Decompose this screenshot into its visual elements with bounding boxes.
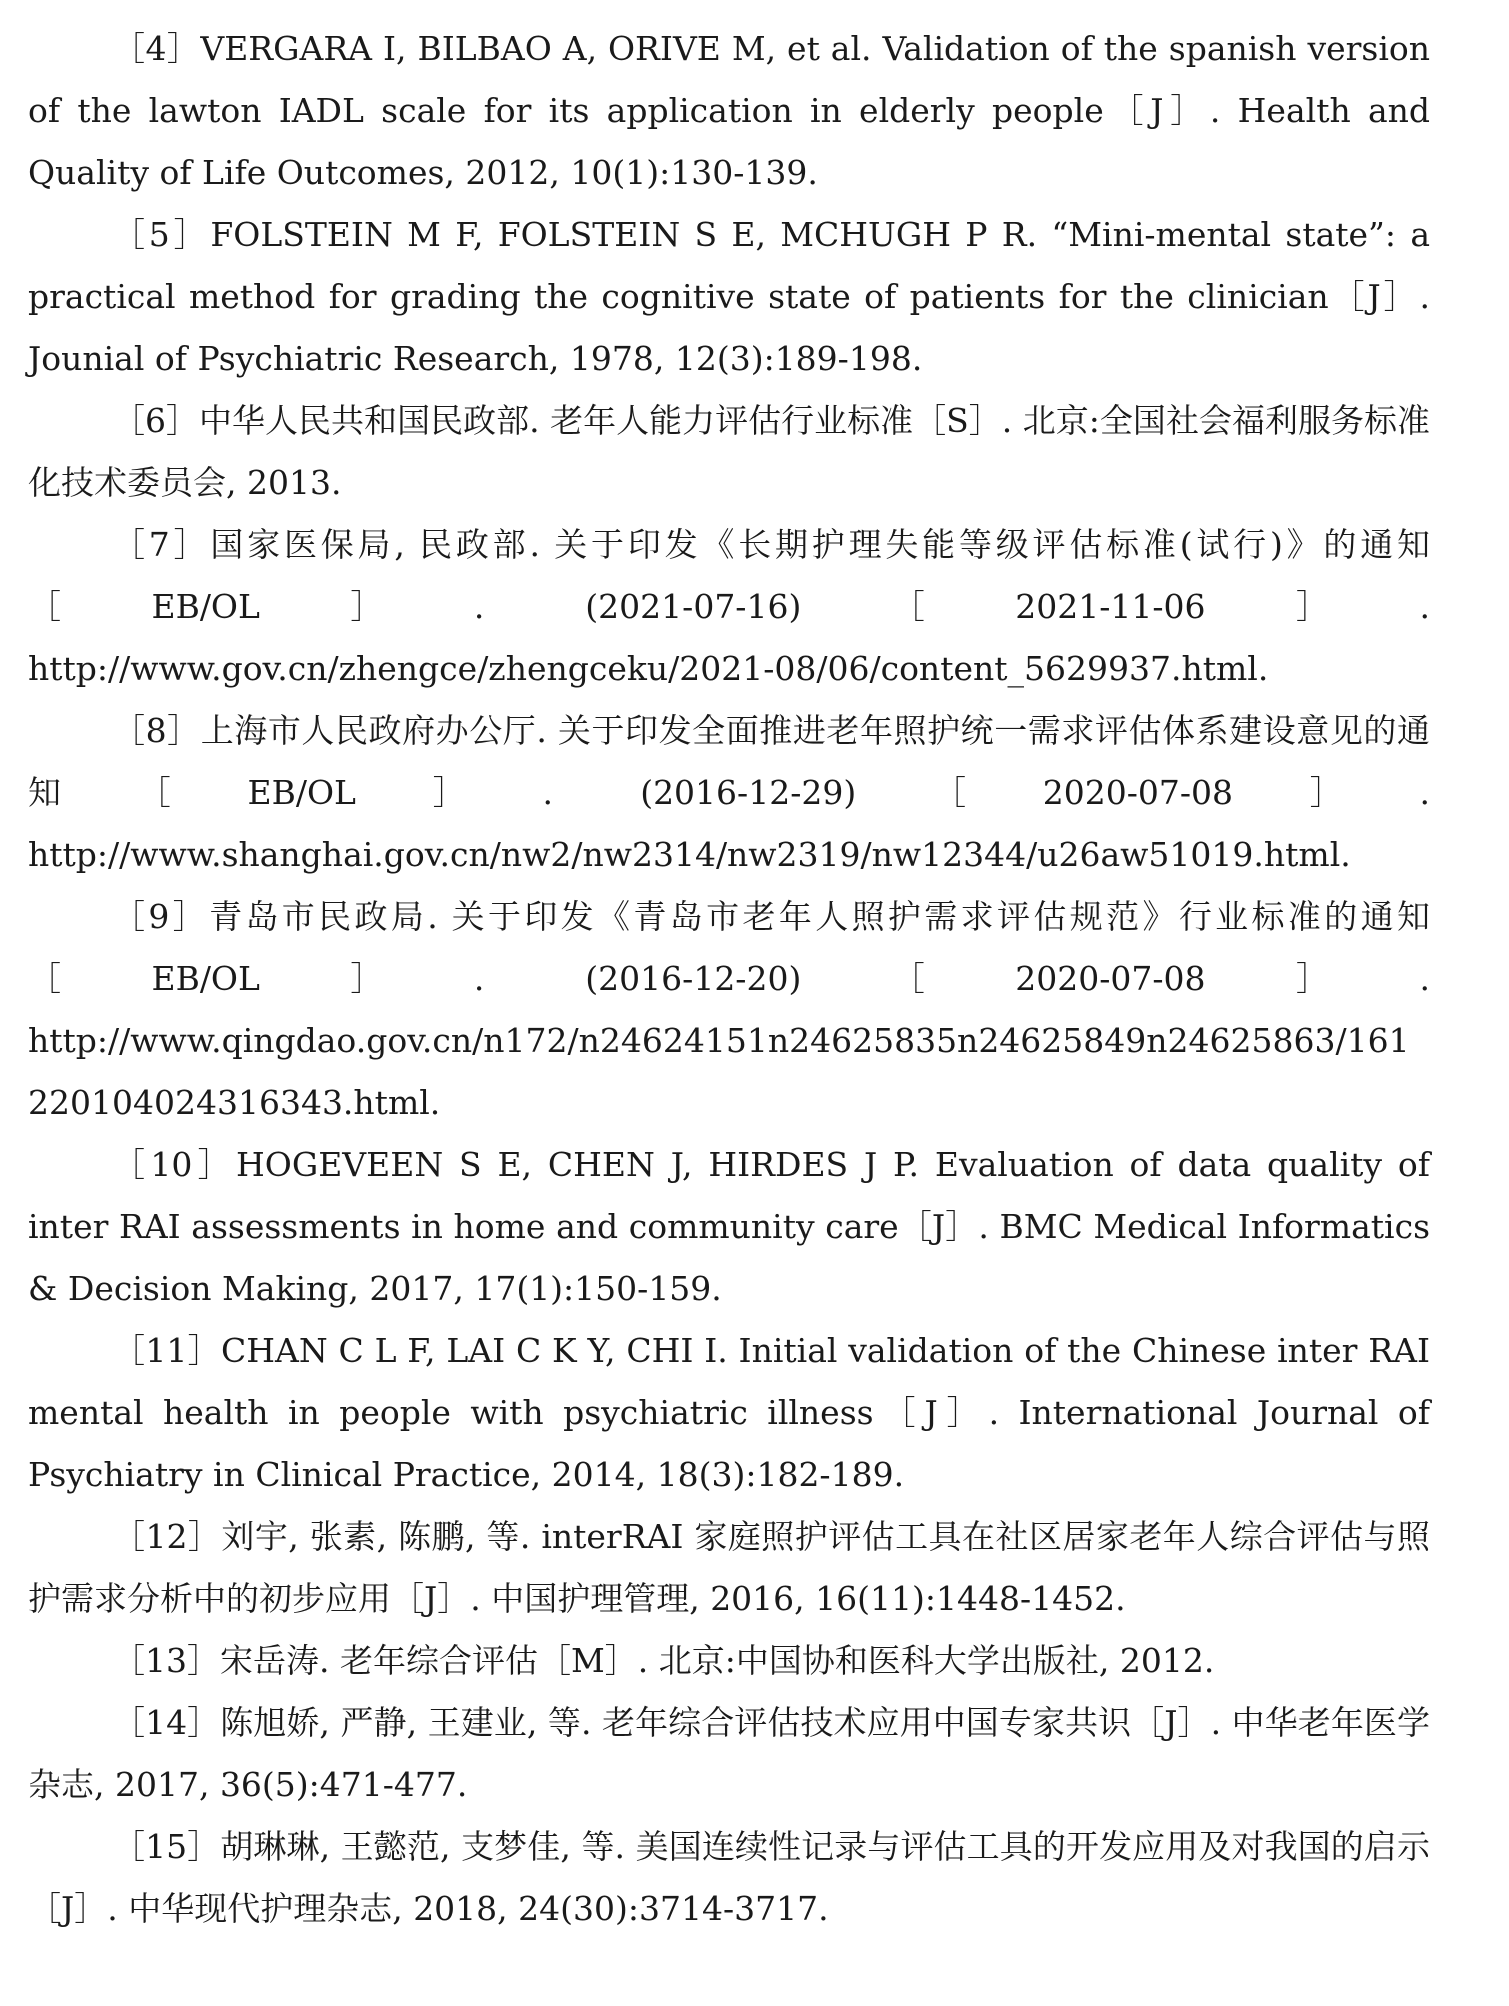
reference-entry: ［14］陈旭娇, 严静, 王建业, 等. 老年综合评估技术应用中国专家共识［J］. 中华老年医学杂志, 2017, 36(5):471-477. <box>28 1703 1430 1804</box>
reference-entry: ［11］CHAN C L F, LAI C K Y, CHI I. Initial validation of the Chinese inter RAI mental health in people with psychiatric illness［J］. International Journal of Psychiatry in Clinical Practice, 2014, 18(3):182-189. <box>28 1331 1430 1494</box>
reference-list <box>28 18 1430 1940</box>
reference-entry: ［5］FOLSTEIN M F, FOLSTEIN S E, MCHUGH P R. “Mini-mental state”: a practical method for grading the cognitive state of patients for the clinician［J］. Jounial of Psychiatric Research, 1978, 12(3):189-198. <box>28 215 1430 378</box>
reference-entry: ［15］胡琳琳, 王懿范, 支梦佳, 等. 美国连续性记录与评估工具的开发应用及对我国的启示［J］. 中华现代护理杂志, 2018, 24(30):3714-3717. <box>28 1827 1430 1928</box>
reference-entry: ［9］青岛市民政局. 关于印发《青岛市老年人照护需求评估规范》行业标准的通知［EB/OL］. (2016-12-20)［2020-07-08］. http://www.qingdao.gov.cn/n172/n24624151n24625835n24625849n24625863/161220104024316343.html. <box>28 897 1430 1122</box>
reference-entry: ［12］刘宇, 张素, 陈鹏, 等. interRAI 家庭照护评估工具在社区居家老年人综合评估与照护需求分析中的初步应用［J］. 中国护理管理, 2016, 16(11):1448-1452. <box>28 1517 1430 1618</box>
reference-entry: ［10］HOGEVEEN S E, CHEN J, HIRDES J P. Evaluation of data quality of inter RAI assessments in home and community care［J］. BMC Medical Informatics & Decision Making, 2017, 17(1):150-159. <box>28 1145 1430 1308</box>
reference-entry: ［6］中华人民共和国民政部. 老年人能力评估行业标准［S］. 北京:全国社会福利服务标准化技术委员会, 2013. <box>28 401 1430 502</box>
reference-entry: ［13］宋岳涛. 老年综合评估［M］. 北京:中国协和医科大学出版社, 2012. <box>112 1641 1215 1680</box>
reference-entry: ［4］VERGARA I, BILBAO A, ORIVE M, et al. Validation of the spanish version of the lawton IADL scale for its application in elderly people［J］. Health and Quality of Life Outcomes, 2012, 10(1):130-139. <box>28 29 1430 192</box>
reference-entry: ［8］上海市人民政府办公厅. 关于印发全面推进老年照护统一需求评估体系建设意见的通知［EB/OL］. (2016-12-29)［2020-07-08］. http://www.shanghai.gov.cn/nw2/nw2314/nw2319/nw12344/u26aw51019.html. <box>28 711 1430 874</box>
reference-entry: ［7］国家医保局, 民政部. 关于印发《长期护理失能等级评估标准(试行)》的通知［EB/OL］. (2021-07-16)［2021-11-06］. http://www.gov.cn/zhengce/zhengceku/2021-08/06/content_5629937.html. <box>28 525 1430 688</box>
